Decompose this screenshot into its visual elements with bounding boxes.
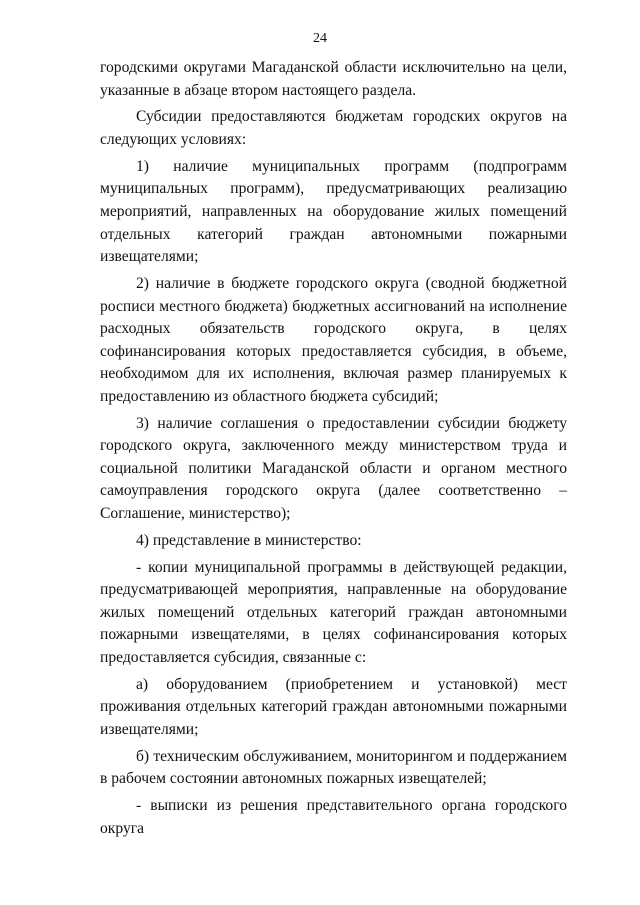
paragraph-subsidy-conditions-intro: Субсидии предоставляются бюджетам городских округов на следующих условиях: — [100, 108, 567, 148]
document-body — [100, 57, 567, 840]
paragraph-decision-extract: - выписки из решения представительного органа городского округа — [100, 797, 567, 837]
page-number: 24 — [313, 31, 327, 46]
paragraph-condition-1: 1) наличие муниципальных программ (подпрограмм муниципальных программ), предусматривающих реализацию мероприятий, направленных на оборудование жилых помещений отдельных категорий граждан автономными пожарными извещателями; — [100, 157, 567, 266]
paragraph-program-copy: - копии муниципальной программы в действующей редакции, предусматривающей мероприятия, направленные на оборудование жилых помещений отдельных категорий граждан автономными пожарными извещателями, в целях софинансирования которых предоставляется субсидия, связанные с: — [100, 558, 567, 666]
paragraph-condition-4: 4) представление в министерство: — [136, 531, 362, 549]
paragraph-item-a: а) оборудованием (приобретением и установкой) мест проживания отдельных категорий граждан автономными пожарными извещателями; — [100, 675, 567, 738]
paragraph-item-b: б) техническим обслуживанием, мониторингом и поддержанием в рабочем состоянии автономных пожарных извещателей; — [100, 747, 567, 788]
paragraph-continuation: городскими округами Магаданской области исключительно на цели, указанные в абзаце втором настоящего раздела. — [100, 59, 567, 99]
paragraph-condition-2: 2) наличие в бюджете городского округа (сводной бюджетной росписи местного бюджета) бюджетных ассигнований на исполнение расходных обязательств городского округа, в целях софинансирования которых предоставляется субсидия, в объеме, необходимом для их исполнения, включая размер планируемых к предоставлению из областного бюджета субсидий; — [100, 274, 567, 405]
paragraph-condition-3: 3) наличие соглашения о предоставлении субсидии бюджету городского округа, заключенного между министерством труда и социальной политики Магаданской области и органом местного самоуправления городского округа (далее соответственно – Соглашение, министерство); — [100, 414, 567, 523]
